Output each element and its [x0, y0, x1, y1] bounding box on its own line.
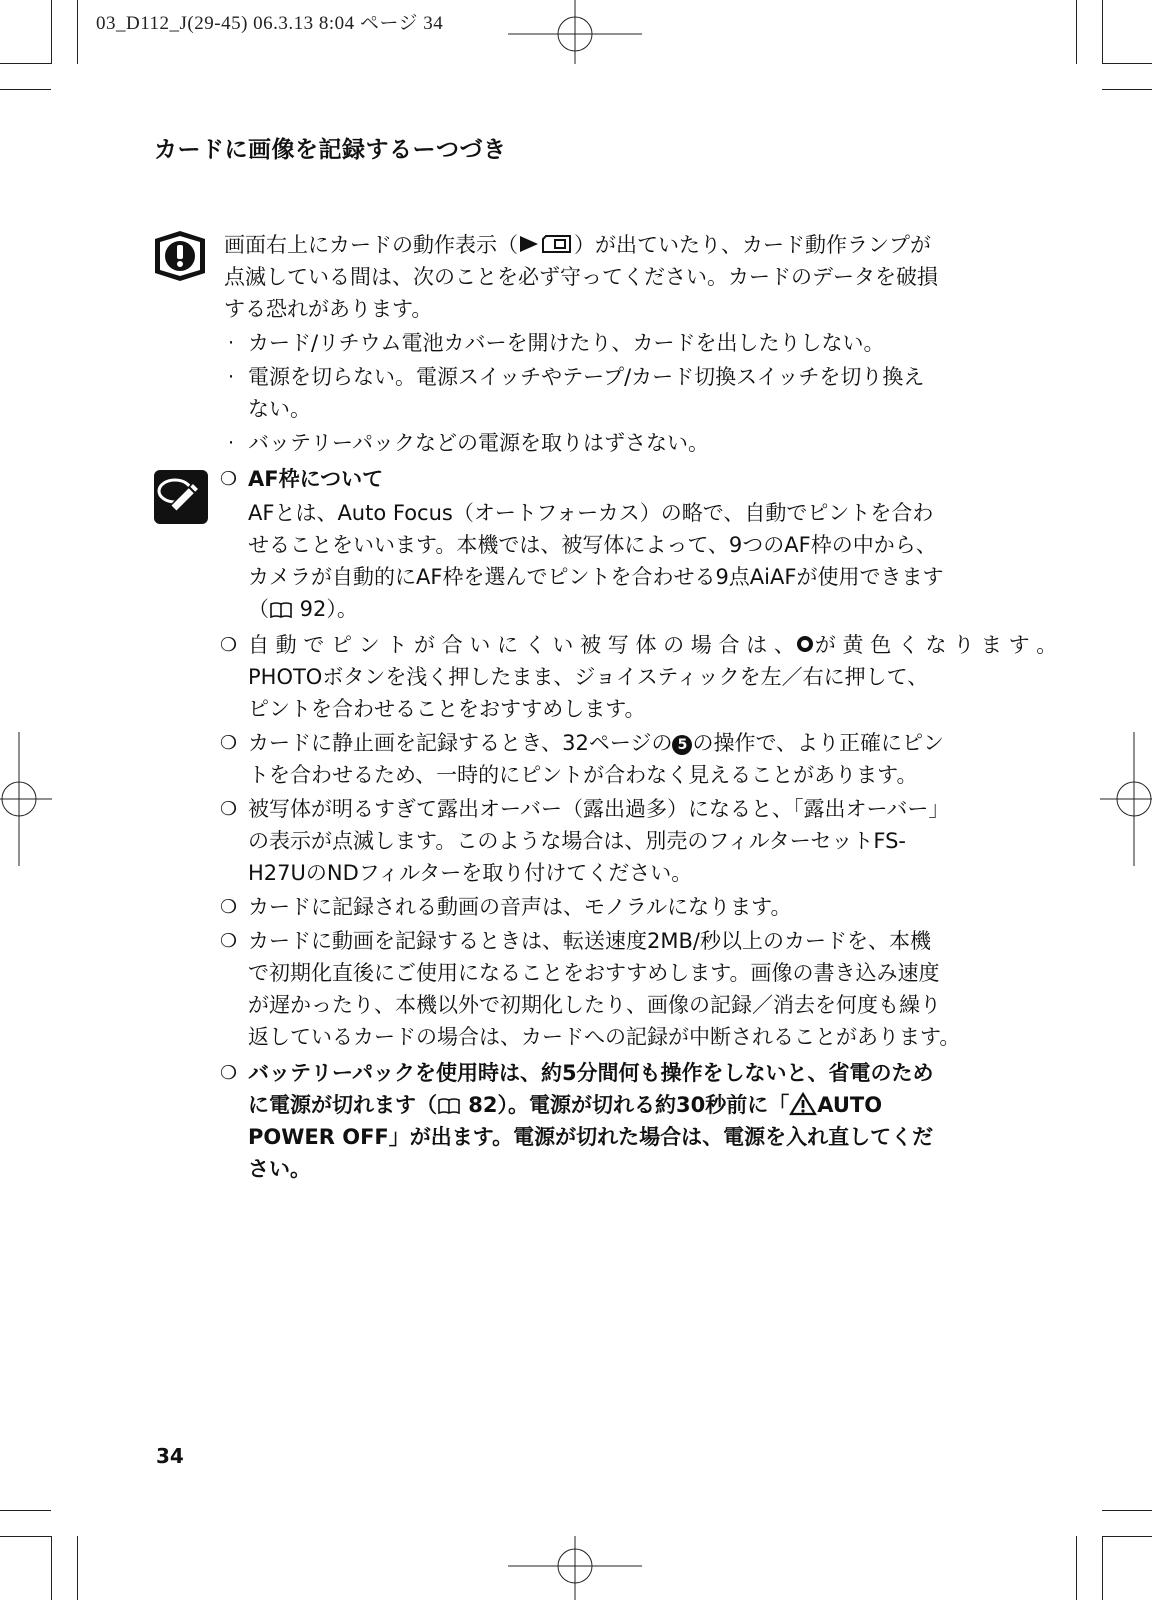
caution-item: バッテリーパックなどの電源を取りはずさない。 [248, 431, 709, 455]
crop-mark [51, 0, 52, 64]
crop-mark [1102, 1536, 1103, 1600]
book-reference-icon [269, 601, 293, 619]
print-header: 03_D112_J(29-45) 06.3.13 8:04 ページ 34 [96, 13, 444, 34]
crop-mark [77, 1536, 78, 1600]
book-reference-icon [437, 1097, 461, 1115]
caution-item: 電源を切らない。電源スイッチやテープ/カード切換スイッチを切り換え [248, 365, 925, 389]
crop-mark [1076, 1536, 1077, 1600]
af-line: カメラが自動的にAF枠を選んでピントを合わせる9点AiAFが使用できます [248, 565, 944, 589]
exposure-line: 被写体が明るすぎて露出オーバー（露出過多）になると、「露出オーバー」 [248, 797, 950, 821]
crop-mark [1102, 89, 1152, 90]
caution-item: カード/リチウム電池カバーを開けたり、カードを出したりしない。 [248, 331, 885, 355]
battery-line: に電源が切れます（ 82）。電源が切れる約30秒前に「 AUTO [248, 1093, 883, 1117]
pencil-note-icon [153, 469, 209, 525]
crop-mark [1076, 0, 1077, 64]
card-icon [540, 234, 574, 254]
movie-line: が遅かったり、本機以外で初期化したり、画像の記録／消去を何度も繰り [248, 993, 941, 1017]
caution-bullet: · [228, 432, 235, 454]
af-line: せることをいいます。本機では、被写体によって、9つのAF枠の中から、 [248, 533, 937, 557]
play-icon [518, 234, 540, 254]
warning-triangle-icon [789, 1092, 817, 1116]
crop-mark [0, 1510, 51, 1511]
crop-mark [0, 1536, 51, 1537]
movie-line: で初期化直後にご使用になることをおすすめします。画像の書き込み速度 [248, 961, 940, 985]
registration-mark-bottom [508, 1536, 642, 1600]
caution-bullet: · [228, 366, 235, 388]
af-title: AF枠について [248, 467, 384, 491]
note-bullet: ❍ [220, 1062, 238, 1084]
caution-line-3: する恐れがあります。 [224, 297, 433, 321]
note-bullet: ❍ [220, 896, 238, 918]
caution-line-2: 点滅している間は、次のことを必ず守ってください。カードのデータを破損 [224, 265, 938, 289]
still-line: カードに静止画を記録するとき、32ページの 5 の操作で、より正確にピン [248, 731, 945, 755]
caution-item-continued: ない。 [248, 397, 311, 421]
crop-mark [51, 1536, 52, 1600]
note-bullet: ❍ [220, 798, 238, 820]
crop-mark [0, 89, 51, 90]
registration-mark-left [0, 732, 52, 866]
battery-line: POWER OFF」が出ます。電源が切れた場合は、電源を入れ直してくだ [248, 1125, 934, 1149]
movie-line: カードに動画を記録するときは、転送速度2MB/秒以上のカードを、本機 [248, 929, 931, 953]
af-reference: （ 92）。 [248, 597, 358, 621]
focus-indicator-icon [795, 634, 815, 654]
crop-mark [1102, 63, 1152, 64]
exposure-line: の表示が点滅します。このような場合は、別売のフィルターセットFS- [248, 829, 906, 853]
crop-mark [1102, 1510, 1152, 1511]
registration-mark-right [1100, 732, 1152, 866]
caution-line-1: 画面右上にカードの動作表示（ ）が出ていたり、カード動作ランプが [224, 233, 931, 257]
note-bullet: ❍ [220, 634, 238, 656]
focus-line: 自 動 で ピ ン ト が 合 い に く い 被 写 体 の 場 合 は 、 が 黄 色 く な り ま す 。 [248, 633, 1058, 657]
af-line: AFとは、Auto Focus（オートフォーカス）の略で、自動でピントを合わ [248, 501, 934, 525]
note-bullet: ❍ [220, 732, 238, 754]
crop-mark [1102, 1536, 1152, 1537]
crop-mark [0, 63, 51, 64]
audio-line: カードに記録される動画の音声は、モノラルになります。 [248, 895, 792, 919]
step-number-badge: 5 [672, 735, 692, 755]
crop-mark [77, 0, 78, 64]
battery-line: さい。 [248, 1157, 311, 1181]
focus-line: PHOTOボタンを浅く押したまま、ジョイスティックを左／右に押して、 [248, 665, 929, 689]
page-number: 34 [156, 1444, 184, 1468]
battery-line: バッテリーパックを使用時は、約5分間何も操作をしないと、省電のため [248, 1061, 934, 1085]
movie-line: 返しているカードの場合は、カードへの記録が中断されることがあります。 [248, 1025, 961, 1049]
section-title: カードに画像を記録するーつづき [154, 137, 507, 163]
exposure-line: H27UのNDフィルターを取り付けてください。 [248, 861, 693, 885]
focus-line: ピントを合わせることをおすすめします。 [248, 697, 646, 721]
registration-mark-top [508, 0, 642, 64]
still-line: トを合わせるため、一時的にピントが合わなく見えることがあります。 [248, 763, 918, 787]
note-bullet: ❍ [220, 468, 238, 490]
caution-bullet: · [228, 332, 235, 354]
exclamation-icon [153, 229, 207, 283]
note-bullet: ❍ [220, 930, 238, 952]
crop-mark [1102, 0, 1103, 64]
